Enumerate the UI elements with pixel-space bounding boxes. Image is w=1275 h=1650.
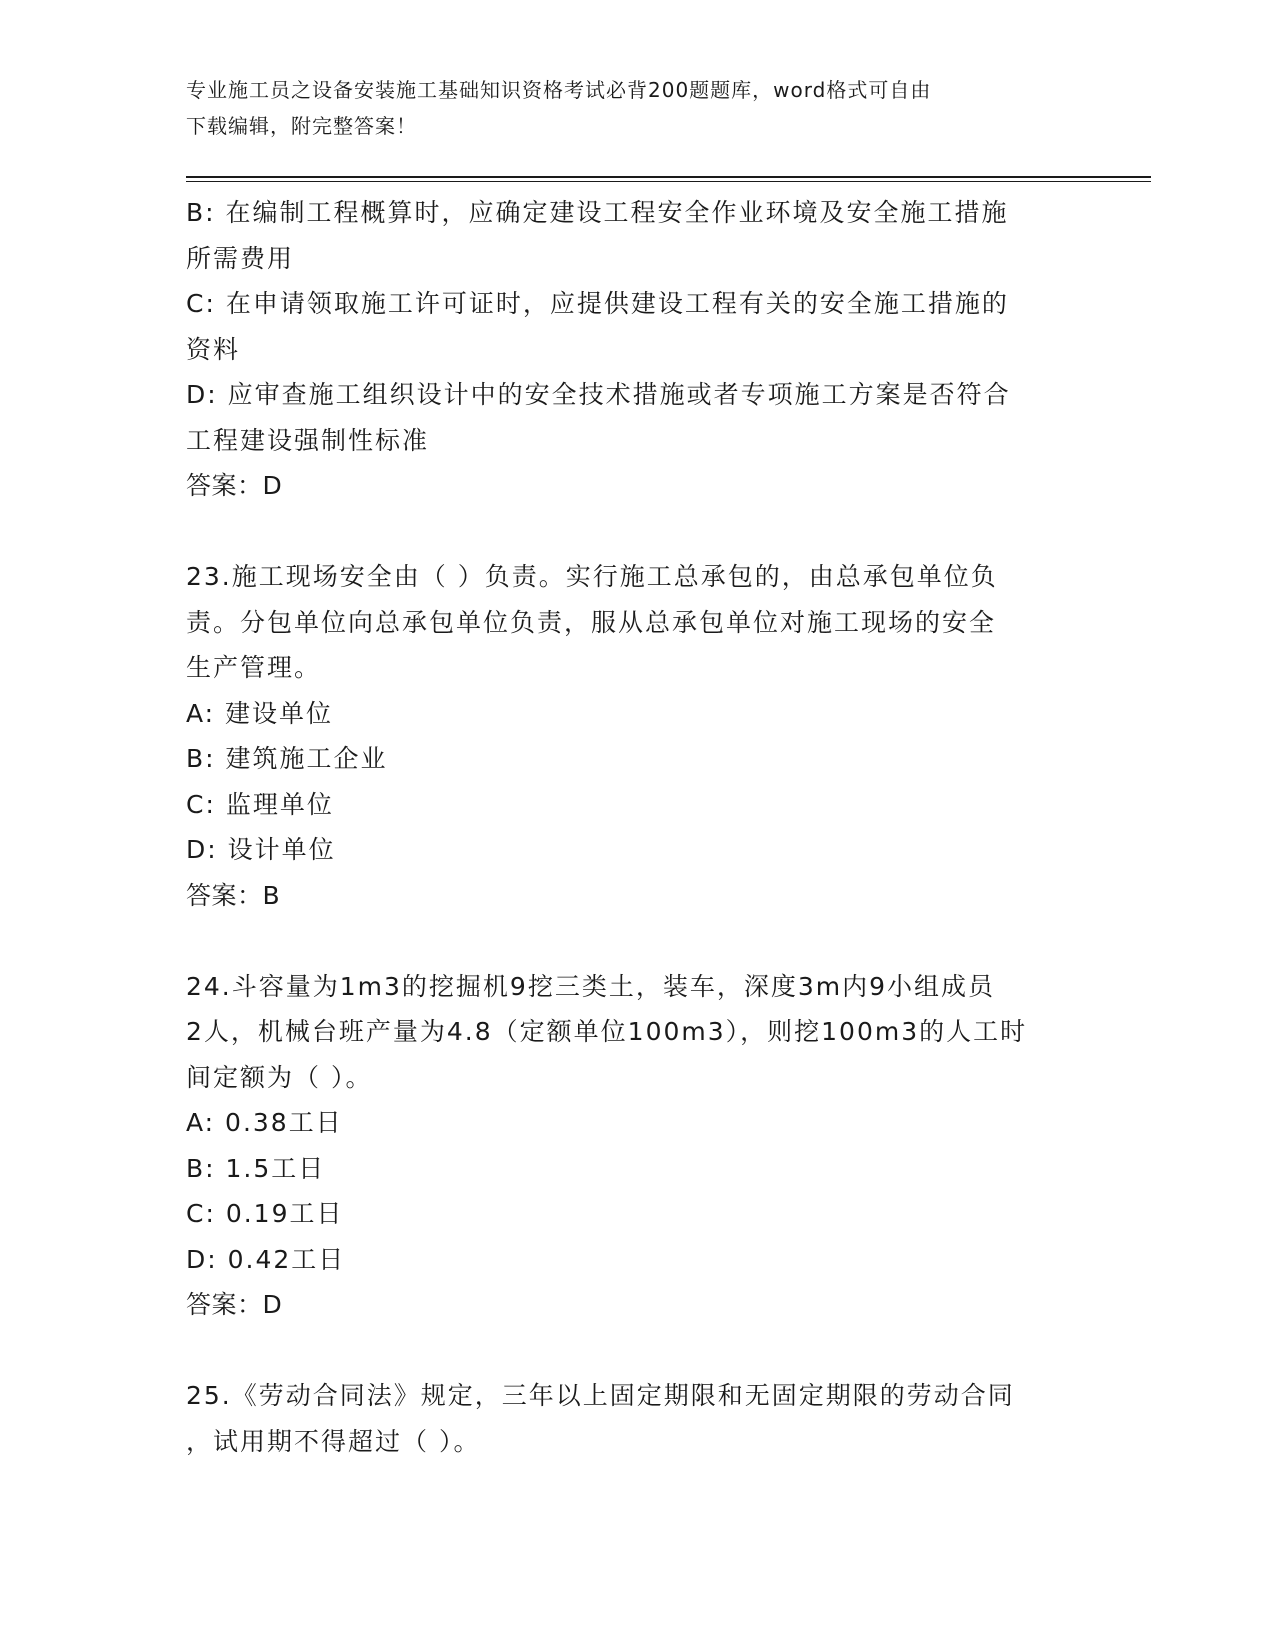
spacer — [186, 509, 1086, 555]
question-24-block — [186, 964, 1086, 1328]
q23-stem-line-1: 23.施工现场安全由（ ）负责。实行施工总承包的，由总承包单位负 — [186, 562, 998, 591]
q23-option-b: B: 建筑施工企业 — [186, 744, 388, 773]
q23-stem-line-3: 生产管理。 — [186, 653, 322, 682]
q24-stem-line-3: 间定额为（ ）。 — [186, 1062, 373, 1092]
q23-stem-line-2: 责。分包单位向总承包单位负责，服从总承包单位对施工现场的安全 — [186, 607, 997, 637]
header-title-line-2: 下载编辑，附完整答案！ — [186, 114, 417, 138]
q24-option-b: B: 1.5工日 — [186, 1153, 326, 1183]
q24-option-c: C: 0.19工日 — [186, 1199, 344, 1228]
document-body — [186, 190, 1086, 1464]
q23-option-a: A: 建设单位 — [186, 698, 334, 728]
document-header — [186, 72, 1066, 144]
q23-answer: 答案：B — [186, 880, 281, 910]
q24-option-d: D: 0.42工日 — [186, 1244, 346, 1274]
question-22-block — [186, 190, 1086, 509]
q22-option-b-line-2: 所需费用 — [186, 243, 295, 273]
q24-option-a: A: 0.38工日 — [186, 1108, 343, 1137]
q22-option-b-line-1: B: 在编制工程概算时，应确定建设工程安全作业环境及安全施工措施 — [186, 198, 1009, 227]
header-title-line-1: 专业施工员之设备安装施工基础知识资格考试必背200题题库，word格式可自由 — [186, 78, 932, 102]
spacer — [186, 918, 1086, 964]
q24-answer: 答案：D — [186, 1290, 283, 1319]
q23-option-d: D: 设计单位 — [186, 835, 336, 864]
header-divider — [186, 176, 1151, 182]
q22-option-d-line-1: D: 应审查施工组织设计中的安全技术措施或者专项施工方案是否符合 — [186, 380, 1011, 409]
q22-option-c-line-2: 资料 — [186, 334, 241, 364]
q23-option-c: C: 监理单位 — [186, 789, 334, 819]
q22-option-d-line-2: 工程建设强制性标准 — [186, 425, 430, 455]
question-25-block — [186, 1373, 1086, 1464]
question-23-block — [186, 554, 1086, 918]
q24-stem-line-1: 24.斗容量为1m3的挖掘机9挖三类土，装车，深度3m内9小组成员 — [186, 971, 995, 1001]
q22-option-c-line-1: C: 在申请领取施工许可证时，应提供建设工程有关的安全施工措施的 — [186, 289, 1009, 318]
q25-stem-line-2: ，试用期不得超过（ ）。 — [186, 1426, 481, 1456]
q24-stem-line-2: 2人，机械台班产量为4.8（定额单位100m3），则挖100m3的人工时 — [186, 1017, 1028, 1046]
spacer — [186, 1328, 1086, 1374]
q22-answer: 答案：D — [186, 471, 283, 500]
q25-stem-line-1: 25.《劳动合同法》规定，三年以上固定期限和无固定期限的劳动合同 — [186, 1381, 1015, 1410]
